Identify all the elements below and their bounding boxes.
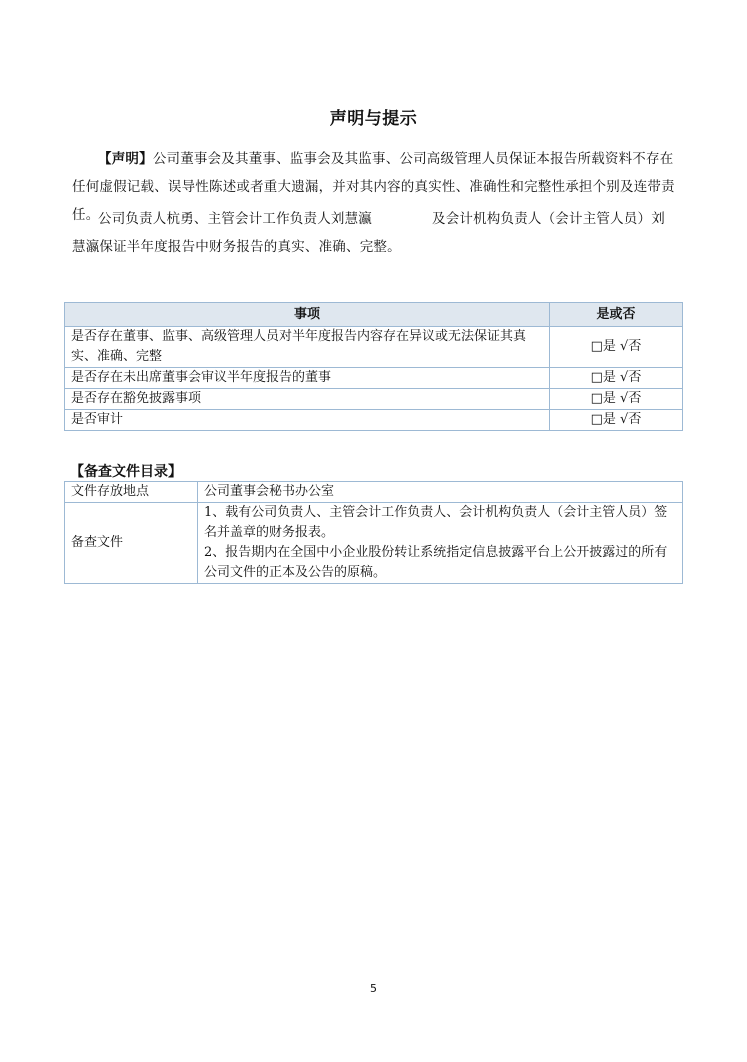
table-row xyxy=(65,410,683,431)
page-number: 5 xyxy=(370,982,377,995)
header-matter: 事项 xyxy=(65,303,550,327)
responsible-text-part1: 公司负责人杭勇、主管会计工作负责人刘慧瀛 xyxy=(98,211,372,227)
location-label: 文件存放地点 xyxy=(65,482,198,503)
matter-cell: 是否存在豁免披露事项 xyxy=(65,389,550,410)
matter-cell: 是否存在未出席董事会审议半年度报告的董事 xyxy=(65,368,550,389)
reference-docs-title: 【备查文件目录】 xyxy=(70,464,182,480)
docs-list xyxy=(198,503,683,584)
responsible-paragraph xyxy=(72,205,678,261)
answer-cell: □是 √否 xyxy=(550,389,683,410)
answer-cell: □是 √否 xyxy=(550,410,683,431)
table-row xyxy=(65,368,683,389)
matter-cell: 是否存在董事、监事、高级管理人员对半年度报告内容存在异议或无法保证其真实、准确、完整 xyxy=(65,327,550,368)
header-yes-no: 是或否 xyxy=(550,303,683,327)
reference-docs-table xyxy=(64,481,683,584)
answer-cell: □是 √否 xyxy=(550,368,683,389)
location-value: 公司董事会秘书办公室 xyxy=(198,482,683,503)
matters-table-header xyxy=(65,303,683,327)
table-row xyxy=(65,327,683,368)
doc-item: 1、载有公司负责人、主管会计工作负责人、会计机构负责人（会计主管人员）签名并盖章的财务报表。 xyxy=(204,505,668,540)
responsible-text-part2: 及会计机构负责人（会计主管人员）刘慧瀛保证半年度报告中财务报告的真实、准确、完整。 xyxy=(72,211,665,255)
declaration-label: 【声明】 xyxy=(98,151,153,167)
answer-cell: □是 √否 xyxy=(550,327,683,368)
matters-table xyxy=(64,302,683,431)
table-row xyxy=(65,482,683,503)
doc-item: 2、报告期内在全国中小企业股份转让系统指定信息披露平台上公开披露过的所有公司文件的正本及公告的原稿。 xyxy=(204,545,668,580)
page-title: 声明与提示 xyxy=(329,109,418,129)
docs-label: 备查文件 xyxy=(65,503,198,584)
matter-cell: 是否审计 xyxy=(65,410,550,431)
declaration-text: 公司董事会及其董事、监事会及其监事、公司高级管理人员保证本报告所载资料不存在任何虚假记载、误导性陈述或者重大遗漏，并对其内容的真实性、准确性和完整性承担个别及连带责任。 xyxy=(72,151,675,223)
table-row xyxy=(65,503,683,584)
table-row xyxy=(65,389,683,410)
